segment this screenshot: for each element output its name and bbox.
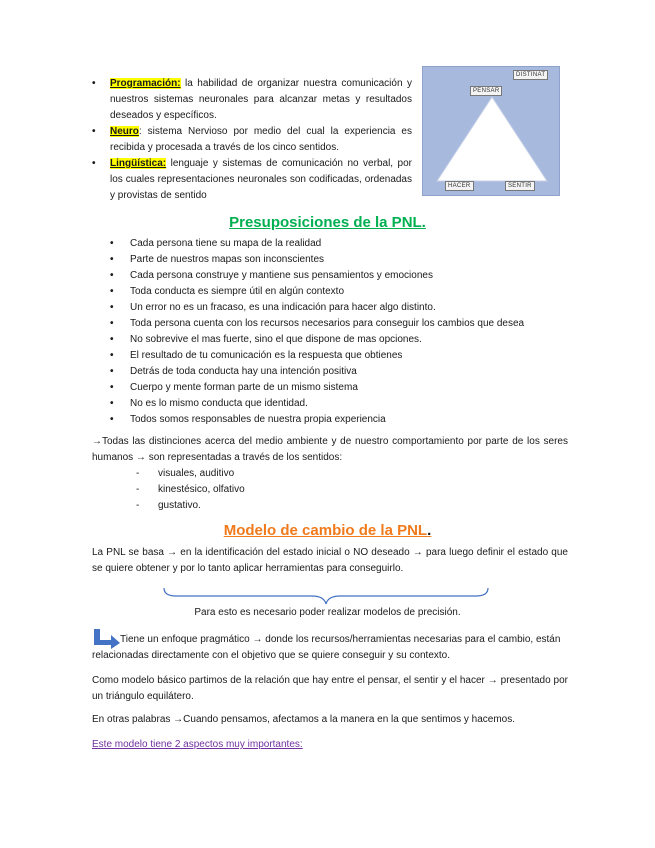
diagram-label-sentir: SENTIR: [505, 181, 535, 191]
list-item: • El resultado de tu comunicación es la respuesta que obtienes: [130, 348, 524, 364]
equilateral-triangle: [437, 97, 547, 181]
list-item: • Parte de nuestros mapas son inconscientes: [130, 252, 524, 268]
heading-modelo-dot: .: [427, 522, 432, 539]
def-programacion: la habilidad de organizar nuestra comunicación y nuestros sistemas neuronales para alcanzar metas y resultados deseados y específicos.: [110, 78, 412, 121]
list-item: • Detrás de toda conducta hay una intención positiva: [130, 364, 524, 380]
term-neuro: Neuro: [110, 126, 139, 137]
list-item: • No sobrevive el mas fuerte, sino el que dispone de mas opciones.: [130, 332, 524, 348]
heading-modelo: [0, 522, 655, 539]
term-programacion: Programación:: [110, 78, 181, 89]
intro-item-linguistica: [110, 156, 412, 204]
heading-presuposiciones: Presuposiciones de la PNL.: [229, 214, 426, 231]
intro-item-neuro: [110, 124, 412, 156]
presuposiciones-list: [130, 236, 524, 428]
diagram-label-top-right: DISTINAT: [513, 70, 548, 80]
term-linguistica: Lingüística:: [110, 158, 167, 169]
list-item: • Cuerpo y mente forman parte de un mismo sistema: [130, 380, 524, 396]
enfoque-paragraph: Tiene un enfoque pragmático → donde los recursos/herramientas necesarias para el cambio, están relacionadas directamente con el objetivo que se quiere conseguir y su contexto.: [92, 634, 561, 661]
heading-modelo-text: Modelo de cambio de la PNL: [223, 522, 428, 539]
list-item: • Todos somos responsables de nuestra propia experiencia: [130, 412, 524, 428]
precision-line: Para esto es necesario poder realizar modelos de precisión.: [194, 607, 461, 618]
list-item: • Cada persona construye y mantiene sus pensamientos y emociones: [130, 268, 524, 284]
list-item: • Cada persona tiene su mapa de la realidad: [130, 236, 524, 252]
list-item: • Toda persona cuenta con los recursos necesarios para conseguir los cambios que desea: [130, 316, 524, 332]
list-item: • Toda conducta es siempre útil en algún contexto: [130, 284, 524, 300]
curly-brace-shape: [162, 586, 490, 606]
diagram-label-hacer: HACER: [445, 181, 474, 191]
senses-list: [158, 466, 245, 514]
basico-paragraph: Como modelo básico partimos de la relación que hay entre el pensar, el sentir y el hacer → presentado por un triángulo equilátero.: [92, 675, 568, 702]
triangle-diagram: [422, 66, 560, 196]
otras-paragraph: En otras palabras →Cuando pensamos, afectamos a la manera en la que sentimos y hacemos.: [92, 714, 516, 725]
modelo-base-paragraph: La PNL se basa → en la identificación del estado inicial o NO deseado → para luego definir el estado que se quiere obtener y por lo tanto aplicar herramientas para conseguirlo.: [92, 547, 568, 574]
aspectos-heading: Este modelo tiene 2 aspectos muy importantes:: [92, 739, 303, 750]
intro-item-programacion: [110, 76, 412, 124]
list-item: • No es lo mismo conducta que identidad.: [130, 396, 524, 412]
list-item: - visuales, auditivo: [158, 466, 245, 482]
list-item: - gustativo.: [158, 498, 245, 514]
diagram-label-pensar: PENSAR: [470, 86, 502, 96]
distinciones-paragraph: →Todas las distinciones acerca del medio ambiente y de nuestro comportamiento por parte de los seres humanos → son representadas a través de los sentidos:: [92, 436, 568, 463]
intro-bullets: [92, 76, 412, 204]
list-item: - kinestésico, olfativo: [158, 482, 245, 498]
def-neuro: : sistema Nervioso por medio del cual la experiencia es recibida y procesada a través de los cinco sentidos.: [110, 126, 412, 153]
list-item: • Un error no es un fracaso, es una indicación para hacer algo distinto.: [130, 300, 524, 316]
def-linguistica: lenguaje y sistemas de comunicación no verbal, por los cuales representaciones neuronales son codificadas, ordenadas y provistas de sentido: [110, 158, 412, 201]
